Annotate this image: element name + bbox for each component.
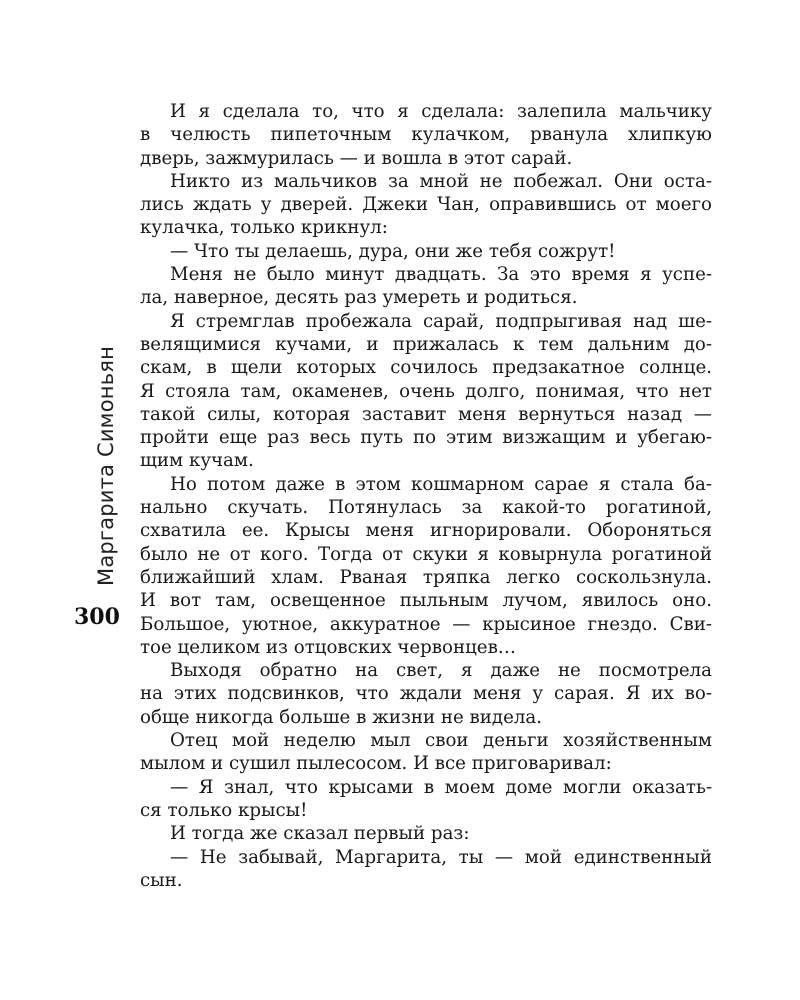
text-line: нально скучать. Потянулась за какой-то рогатиной, (140, 497, 712, 519)
text-line: ся только крысы! (140, 799, 308, 821)
text-line: Отец мой неделю мыл свои деньги хозяйственным (170, 730, 712, 752)
text-line: лись ждать у дверей. Джеки Чан, оправившись от моего (140, 194, 712, 216)
text-line: Никто из мальчиков за мной не побежал. Они оста- (170, 170, 712, 192)
text-line: — Не забывай, Маргарита, ты — мой единственный (170, 846, 712, 868)
running-head-author: Маргарита Симоньян (94, 345, 118, 586)
text-line: Меня не было минут двадцать. За это время я успе- (170, 264, 712, 286)
text-line: Я стояла там, окаменев, очень долго, понимая, что нет (140, 380, 712, 402)
text-line: Я стремглав пробежала сарай, подпрыгивая над ше- (170, 310, 712, 332)
text-line: велящимися кучами, и прижалась к тем дальним до- (140, 333, 712, 355)
text-line: ближайший хлам. Рваная тряпка легко соскользнула. (140, 566, 712, 588)
text-line: И я сделала то, что я сделала: залепила мальчику (170, 101, 712, 122)
text-line: тое целиком из отцовских червонцев… (140, 636, 516, 658)
text-line: кулачка, только крикнул: (140, 217, 388, 239)
text-line: было не от кого. Тогда от скуки я ковырнула рогатиной (140, 543, 712, 565)
text-line: — Что ты делаешь, дура, они же тебя сожрут! (170, 240, 616, 262)
text-line: такой силы, которая заставит меня вернуться назад — (140, 403, 712, 425)
text-line: пройти еще раз весь путь по этим визжащим и убегаю- (140, 427, 712, 449)
text-line: сын. (140, 869, 183, 891)
text-line: Выходя обратно на свет, я даже не посмотрела (170, 660, 712, 682)
text-line: Большое, уютное, аккуратное — крысиное гнездо. Сви- (140, 613, 712, 635)
text-line: на этих подсвинков, что ждали меня у сарая. Я их во- (140, 683, 712, 705)
text-line: схватила ее. Крысы меня игнорировали. Обороняться (140, 520, 712, 542)
text-line: скам, в щели которых сочилось предзакатное солнце. (140, 357, 712, 379)
text-line: Но потом даже в этом кошмарном сарае я стала ба- (170, 473, 712, 495)
page-number: 300 (74, 604, 120, 630)
text-line: дверь, зажмурилась — и вошла в этот сарай. (140, 147, 573, 169)
text-line: мылом и сушил пылесосом. И все приговаривал: (140, 753, 612, 775)
text-line: — Я знал, что крысами в моем доме могли оказать- (170, 776, 712, 798)
body-text (140, 100, 712, 892)
text-line: в челюсть пипеточным кулачком, рванула хлипкую (140, 124, 712, 146)
text-line: щим кучам. (140, 450, 254, 472)
text-line: И вот там, освещенное пыльным лучом, явилось оно. (140, 590, 712, 612)
text-line: И тогда же сказал первый раз: (170, 823, 470, 845)
text-line: обще никогда больше в жизни не видела. (140, 706, 543, 728)
text-line: ла, наверное, десять раз умереть и родиться. (140, 287, 578, 309)
